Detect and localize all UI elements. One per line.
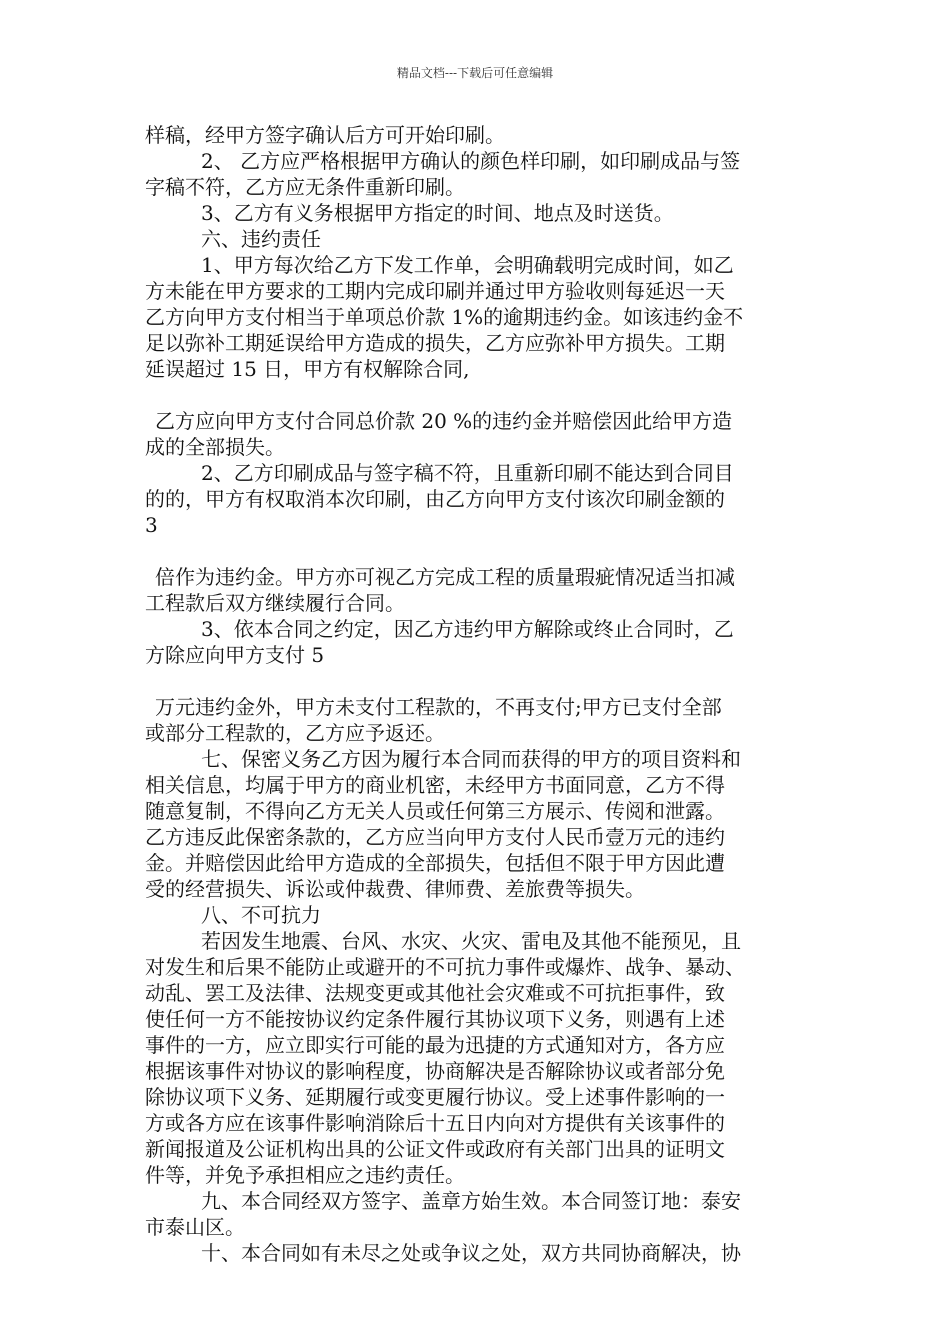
text-line: 金。并赔偿因此给甲方造成的全部损失，包括但不限于甲方因此遭 — [145, 851, 725, 875]
text-line: 样稿，经甲方签字确认后方可开始印刷。 — [145, 123, 505, 147]
text-line: 使任何一方不能按协议约定条件履行其协议项下义务，则遇有上述 — [145, 1007, 725, 1031]
text-line: 方或各方应在该事件影响消除后十五日内向对方提供有关该事件的 — [145, 1111, 725, 1135]
text-line: 事件的一方，应立即实行可能的最为迅捷的方式通知对方，各方应 — [145, 1033, 725, 1057]
text-line: 六、违约责任 — [201, 227, 321, 251]
text-line: 乙方应向甲方支付合同总价款 20 %的违约金并赔偿因此给甲方造 — [155, 409, 733, 433]
document-body — [145, 122, 825, 1266]
text-line: 乙方违反此保密条款的，乙方应当向甲方支付人民币壹万元的违约 — [145, 825, 725, 849]
text-line: 相关信息，均属于甲方的商业机密，未经甲方书面同意，乙方不得 — [145, 773, 725, 797]
text-line: 的的，甲方有权取消本次印刷，由乙方向甲方支付该次印刷金额的 — [145, 487, 725, 511]
text-line: 七、保密义务乙方因为履行本合同而获得的甲方的项目资料和 — [201, 747, 741, 771]
text-line: 或部分工程款的，乙方应予返还。 — [145, 721, 445, 745]
page-header: 精品文档---下载后可任意编辑 — [396, 66, 554, 80]
text-line: 3 — [145, 513, 158, 537]
text-line: 足以弥补工期延误给甲方造成的损失，乙方应弥补甲方损失。工期 — [145, 331, 725, 355]
text-line: 动乱、罢工及法律、法规变更或其他社会灾难或不可抗拒事件，致 — [145, 981, 725, 1005]
text-line: 若因发生地震、台风、水灾、火灾、雷电及其他不能预见，且 — [201, 929, 741, 953]
blank-line — [145, 538, 825, 564]
text-line: 随意复制，不得向乙方无关人员或任何第三方展示、传阅和泄露。 — [145, 799, 725, 823]
text-line: 新闻报道及公证机构出具的公证文件或政府有关部门出具的证明文 — [145, 1137, 725, 1161]
text-line: 受的经营损失、诉讼或仲裁费、律师费、差旅费等损失。 — [145, 877, 645, 901]
text-line: 对发生和后果不能防止或避开的不可抗力事件或爆炸、战争、暴动、 — [145, 955, 745, 979]
blank-line — [145, 382, 825, 408]
text-line: 工程款后双方继续履行合同。 — [145, 591, 405, 615]
text-line: 九、本合同经双方签字、盖章方始生效。本合同签订地：泰安 — [201, 1189, 741, 1213]
text-line: 2、 乙方应严格根据甲方确认的颜色样印刷，如印刷成品与签 — [201, 149, 741, 173]
text-line: 方除应向甲方支付 5 — [145, 643, 325, 667]
text-line: 除协议项下义务、延期履行或变更履行协议。受上述事件影响的一 — [145, 1085, 725, 1109]
text-line: 字稿不符，乙方应无条件重新印刷。 — [145, 175, 465, 199]
text-line: 1、甲方每次给乙方下发工作单，会明确载明完成时间，如乙 — [201, 253, 734, 277]
text-line: 乙方向甲方支付相当于单项总价款 1%的逾期违约金。如该违约金不 — [145, 305, 744, 329]
text-line: 件等，并免予承担相应之违约责任。 — [145, 1163, 465, 1187]
text-line: 倍作为违约金。甲方亦可视乙方完成工程的质量瑕疵情况适当扣减 — [155, 565, 735, 589]
text-line: 十、本合同如有未尽之处或争议之处，双方共同协商解决，协 — [201, 1241, 741, 1265]
text-line: 八、不可抗力 — [201, 903, 321, 927]
blank-line — [145, 668, 825, 694]
text-line: 市泰山区。 — [145, 1215, 245, 1239]
text-line: 2、乙方印刷成品与签字稿不符，且重新印刷不能达到合同目 — [201, 461, 734, 485]
text-line: 3、依本合同之约定，因乙方违约甲方解除或终止合同时，乙 — [201, 617, 734, 641]
text-line: 方未能在甲方要求的工期内完成印刷并通过甲方验收则每延迟一天 — [145, 279, 725, 303]
text-line: 3、乙方有义务根据甲方指定的时间、地点及时送货。 — [201, 201, 674, 225]
text-line: 成的全部损失。 — [145, 435, 285, 459]
text-line: 万元违约金外，甲方未支付工程款的，不再支付;甲方已支付全部 — [155, 695, 722, 719]
text-line: 根据该事件对协议的影响程度，协商解决是否解除协议或者部分免 — [145, 1059, 725, 1083]
text-line: 延误超过 15 日，甲方有权解除合同, — [145, 357, 470, 381]
